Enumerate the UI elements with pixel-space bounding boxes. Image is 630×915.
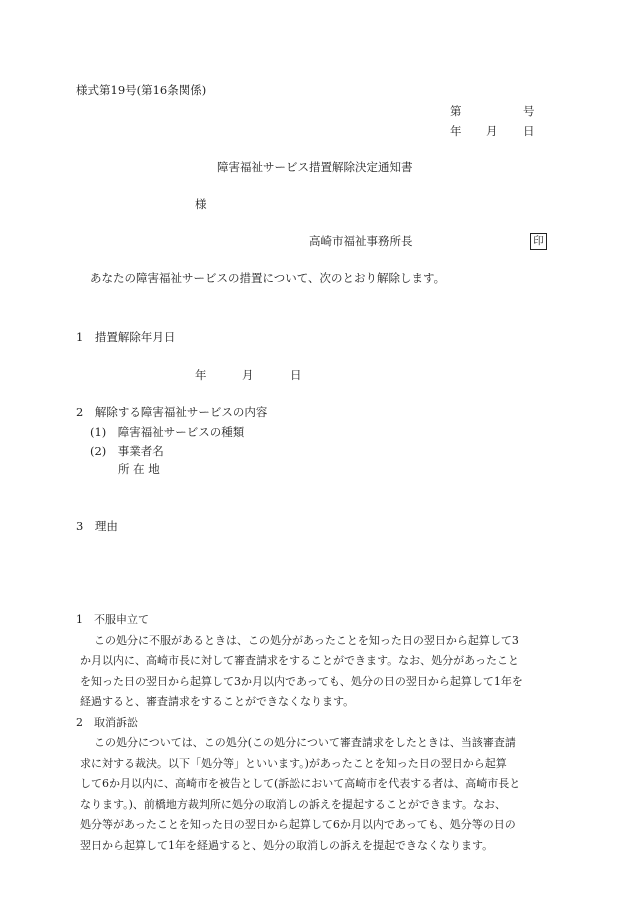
addressee-suffix: 様: [195, 197, 207, 211]
lawsuit-line: この処分については、この処分(この処分について審査請求をしたときは、当該審査請: [94, 736, 516, 749]
appeal-line: 経過すると、審査請求をすることができなくなります。: [80, 695, 355, 708]
date-month: 月: [486, 124, 498, 138]
section1-day: 日: [290, 368, 302, 382]
section2-item-service-type: (1) 障害福祉サービスの種類: [90, 425, 245, 439]
doc-number-suffix: 号: [523, 104, 535, 118]
appeal-notice: [72, 610, 572, 856]
document-title: 障害福祉サービス措置解除決定通知書: [217, 160, 413, 174]
section1-month: 月: [242, 368, 254, 382]
section3-heading: 3 理由: [76, 519, 118, 533]
lawsuit-line: なります。)、前橋地方裁判所に処分の取消しの訴えを提起することができます。なお、: [80, 797, 507, 811]
intro-text: あなたの障害福祉サービスの措置について、次のとおり解除します。: [90, 271, 446, 285]
appeal-line: を知った日の翌日から起算して3か月以内であっても、処分の日の翌日から起算して1年を: [80, 674, 523, 688]
lawsuit-line: 翌日から起算して1年を経過すると、処分の取消しの訴えを提起できなくなります。: [80, 838, 494, 852]
appeal-line: か月以内に、高崎市長に対して審査請求をすることができます。なお、処分があったこと: [80, 654, 520, 667]
section2-address-label: 所 在 地: [118, 462, 160, 476]
appeal-line: この処分に不服があるときは、この処分があったことを知った日の翌日から起算して3: [94, 633, 519, 647]
lawsuit-heading: 2 取消訴訟: [76, 715, 138, 729]
section2-item-provider: (2) 事業者名: [90, 444, 164, 458]
lawsuit-line: 処分等があったことを知った日の翌日から起算して6か月以内であっても、処分等の日の: [80, 818, 516, 831]
section1-year: 年: [195, 368, 207, 382]
date-day: 日: [523, 124, 535, 138]
doc-number-prefix: 第: [450, 104, 462, 118]
appeal-heading: 1 不服申立て: [76, 613, 149, 626]
seal-mark: 印: [530, 233, 547, 250]
form-label: 様式第19号(第16条関係): [76, 83, 207, 97]
lawsuit-line: 求に対する裁決。以下「処分等」といいます。)があったことを知った日の翌日から起算: [80, 756, 507, 770]
section1-heading: 1 措置解除年月日: [76, 330, 176, 344]
date-year: 年: [450, 124, 462, 138]
lawsuit-line: して6か月以内に、高崎市を被告として(訴訟において高崎市を代表する者は、高崎市長と: [80, 777, 521, 790]
issuer-name: 高崎市福祉事務所長: [309, 234, 413, 248]
section2-heading: 2 解除する障害福祉サービスの内容: [76, 405, 268, 419]
